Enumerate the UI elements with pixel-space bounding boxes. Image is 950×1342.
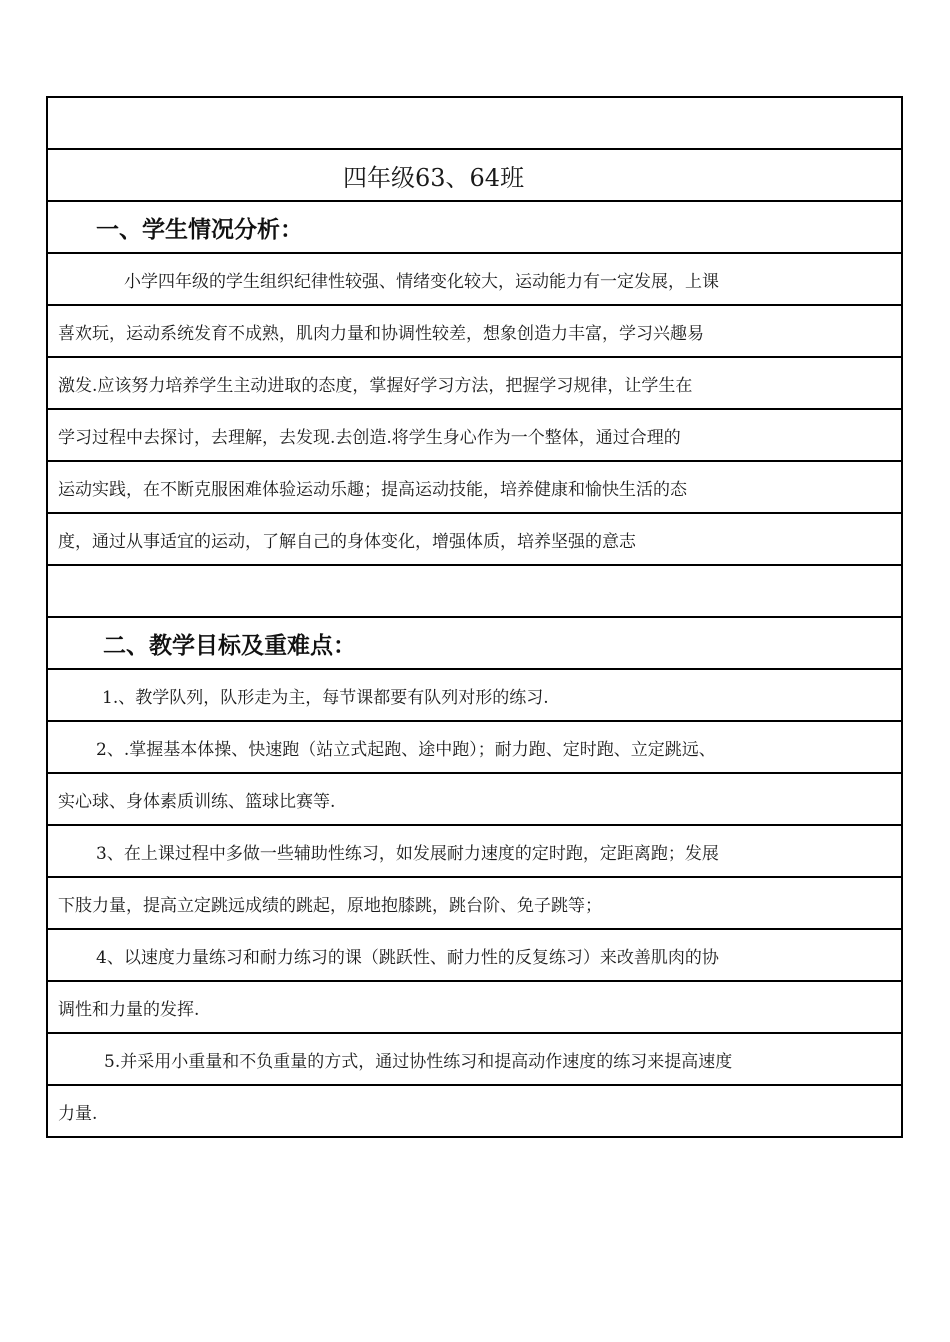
section1-heading: 一、学生情况分析： — [48, 202, 901, 254]
section2-item-4: 4、以速度力量练习和耐力练习的课（跳跃性、耐力性的反复练习）来改善肌肉的协 — [48, 930, 901, 982]
section2-item-2: 2、.掌握基本体操、快速跑（站立式起跑、途中跑）；耐力跑、定时跑、立定跳远、 — [48, 722, 901, 774]
section2-item-3-cont: 下肢力量，提高立定跳远成绩的跳起，原地抱膝跳，跳台阶、免子跳等； — [48, 878, 901, 930]
section2-item-5: 5.并采用小重量和不负重量的方式，通过协性练习和提高动作速度的练习来提高速度 — [48, 1034, 901, 1086]
lesson-plan-table — [46, 96, 903, 1138]
empty-row-middle — [48, 566, 901, 618]
section2-item-1: 1.、教学队列，队形走为主，每节课都要有队列对形的练习. — [48, 670, 901, 722]
document-title: 四年级63、64班 — [48, 150, 901, 202]
section1-line-6: 度，通过从事适宜的运动，了解自己的身体变化，增强体质，培养坚强的意志 — [48, 514, 901, 566]
section2-heading: 二、教学目标及重难点： — [48, 618, 901, 670]
section2-item-2-cont: 实心球、身体素质训练、篮球比赛等. — [48, 774, 901, 826]
section2-item-3: 3、在上课过程中多做一些辅助性练习，如发展耐力速度的定时跑，定距离跑；发展 — [48, 826, 901, 878]
section2-item-5-cont: 力量. — [58, 1103, 98, 1124]
empty-row-top — [48, 98, 901, 150]
section1-line-4: 学习过程中去探讨，去理解，去发现.去创造.将学生身心作为一个整体，通过合理的 — [48, 410, 901, 462]
section2-item-4-cont: 调性和力量的发挥. — [48, 982, 901, 1034]
section1-line-2: 喜欢玩，运动系统发育不成熟，肌肉力量和协调性较差，想象创造力丰富，学习兴趣易 — [48, 306, 901, 358]
section1-line-5: 运动实践，在不断克服困难体验运动乐趣；提高运动技能，培养健康和愉快生活的态 — [48, 462, 901, 514]
section1-line-1: 小学四年级的学生组织纪律性较强、情绪变化较大，运动能力有一定发展，上课 — [48, 254, 901, 306]
section1-line-3: 激发.应该努力培养学生主动进取的态度，掌握好学习方法，把握学习规律，让学生在 — [48, 358, 901, 410]
